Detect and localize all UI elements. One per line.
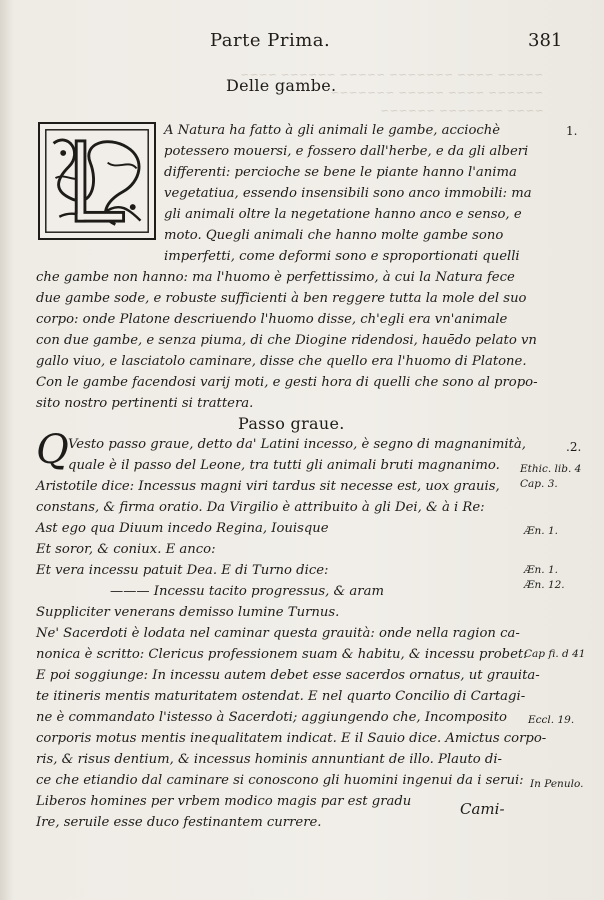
- text-line: quale è il passo del Leone, tra tutti gli animali bruti magnanimo.: [68, 458, 500, 473]
- section-heading-passo-graue: Passo graue.: [238, 414, 345, 433]
- text-line: Con le gambe facendosi varij moti, e gesti hora di quelli che sono al propo-: [36, 375, 538, 390]
- verse-line: ——— Incessu tacito progressus, & aram: [110, 584, 384, 599]
- text-line: Aristotile dice: Incessus magni viri tardus sit necesse est, uox grauis,: [36, 479, 500, 494]
- margin-note-cap3: Cap. 3.: [520, 478, 558, 490]
- text-line: Vesto passo graue, detto da' Latini incesso, è segno di magnanimità,: [68, 437, 526, 452]
- margin-note-cap-fid: Cap fi. d 41: [524, 648, 586, 660]
- text-line: ne è commandato l'istesso à Sacerdoti; aggiungendo che, Incomposito: [36, 710, 507, 725]
- verse-line: Et vera incessu patuit Dea. E di Turno dice:: [36, 563, 329, 578]
- decorated-initial-l: [38, 122, 156, 240]
- text-line: te itineris mentis maturitatem ostendat. E nel quarto Concilio di Cartagi-: [36, 689, 526, 704]
- text-line: E poi soggiunge: In incessu autem debet esse sacerdos ornatus, ut grauita-: [36, 668, 540, 683]
- margin-note-aen1b: Æn. 1.: [524, 564, 558, 576]
- margin-note-2: .2.: [566, 440, 582, 454]
- bleed-through-decoration: ~~~~~~ ~~~~ ~~~~~ ~~~~~~~: [330, 86, 544, 99]
- text-line: vegetatiua, essendo insensibili sono anco immobili: ma: [164, 186, 532, 201]
- text-line: potessero mouersi, e fossero dall'herbe, e da gli alberi: [164, 144, 529, 159]
- initial-letter: L: [40, 124, 41, 125]
- verse-line: Ast ego qua Diuum incedo Regina, Iouisque: [36, 521, 329, 536]
- text-line: Ne' Sacerdoti è lodata nel caminar questa grauità: onde nella ragion ca-: [36, 626, 520, 641]
- margin-note-aen1: Æn. 1.: [524, 525, 558, 537]
- text-line: differenti: percioche se bene le piante hanno l'anima: [164, 165, 517, 180]
- margin-note-1: 1.: [566, 124, 578, 138]
- margin-note-penulo: In Penulo.: [530, 778, 584, 790]
- ornament-initial-icon: [40, 124, 154, 238]
- margin-note-aen12: Æn. 12.: [524, 579, 565, 591]
- text-line: con due gambe, e senza piuma, di che Diogine ridendosi, hauēdo pelato vn: [36, 333, 537, 348]
- drop-cap-q: Q: [36, 427, 69, 473]
- text-line: imperfetti, come deformi sono e sproportionati quelli: [164, 249, 520, 264]
- running-title: Parte Prima.: [210, 30, 331, 51]
- text-line: A Natura ha fatto à gli animali le gambe, acciochè: [164, 123, 501, 138]
- catchword: Cami-: [460, 800, 505, 818]
- text-line: ris, & risus dentium, & incessus hominis annuntiant de illo. Plauto di-: [36, 752, 503, 767]
- text-line: che gambe non hanno: ma l'huomo è perfettissimo, à cui la Natura fece: [36, 270, 515, 285]
- verse-line: Suppliciter venerans demisso lumine Turnus.: [36, 605, 340, 620]
- verse-line: Ire, seruile esse duco festinantem currere.: [36, 815, 322, 830]
- text-line: nonica è scritto: Clericus professionem suam & habitu, & incessu probet:: [36, 647, 528, 662]
- text-line: gli animali oltre la negetatione hanno anco e senso, e: [164, 207, 522, 222]
- page-number: 381: [528, 30, 563, 51]
- bleed-through-decoration: ~~~~~ ~~~~ ~~~~~~~ ~~~~~ ~~~~~~ ~~~~: [240, 68, 544, 81]
- text-line: sito nostro pertinenti si trattera.: [36, 396, 254, 411]
- text-line: gallo viuo, e lasciatolo caminare, disse che quello era l'huomo di Platone.: [36, 354, 527, 369]
- text-line: due gambe sode, e robuste sufficienti à ben reggere tutta la mole del suo: [36, 291, 527, 306]
- section-heading-gambe: Delle gambe.: [226, 76, 337, 95]
- margin-note-ethic: Ethic. lib. 4: [520, 463, 582, 475]
- verse-line: Et soror, & coniux. E anco:: [36, 542, 216, 557]
- bleed-through-decoration: ~~~~ ~~~~~~~ ~~~~~~: [380, 104, 544, 117]
- text-line: constans, & firma oratio. Da Virgilio è attribuito à gli Dei, & à i Re:: [36, 500, 485, 515]
- text-line: corpo: onde Platone descriuendo l'huomo disse, ch'egli era vn'animale: [36, 312, 508, 327]
- margin-note-eccl: Eccl. 19.: [528, 714, 575, 726]
- verse-line: Liberos homines per vrbem modico magis par est gradu: [36, 794, 412, 809]
- text-line: moto. Quegli animali che hanno molte gambe sono: [164, 228, 504, 243]
- text-line: ce che etiandio dal caminare si conoscono gli huomini ingenui da i serui:: [36, 773, 524, 788]
- text-line: corporis motus mentis inequalitatem indicat. E il Sauio dice. Amictus corpo-: [36, 731, 547, 746]
